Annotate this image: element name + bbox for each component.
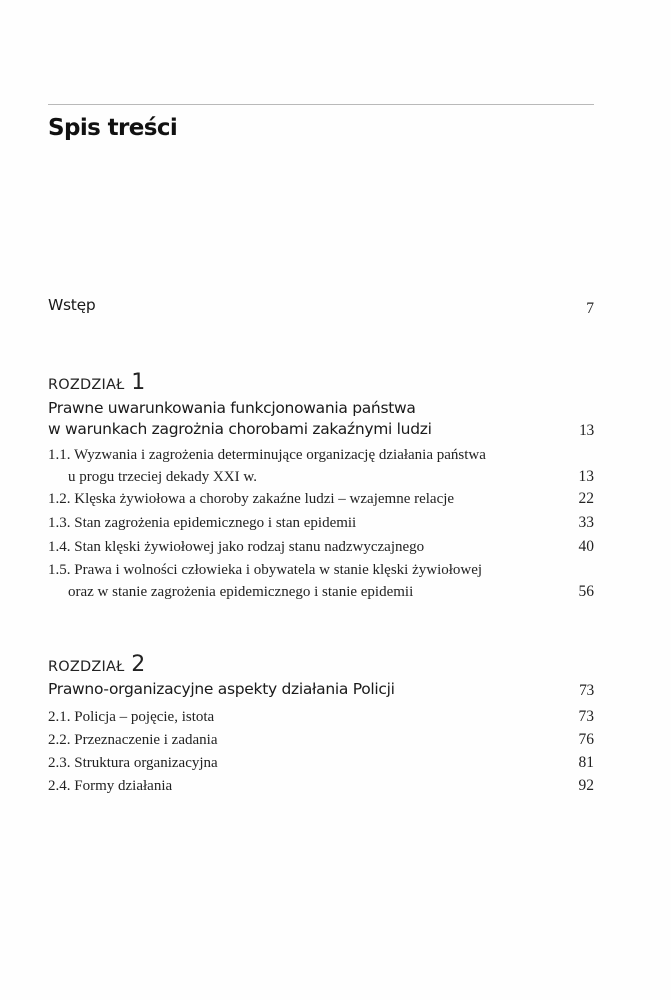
page-title: Spis treści bbox=[48, 115, 178, 141]
toc-entry-chapter-title[interactable] bbox=[48, 398, 594, 440]
chapter-prefix: ROZDZIAŁ bbox=[48, 377, 125, 393]
chapter-title-line: Prawne uwarunkowania funkcjonowania państwa bbox=[48, 399, 416, 417]
toc-entry-section[interactable] bbox=[48, 559, 594, 603]
toc-page-number: 13 bbox=[579, 422, 594, 439]
toc-entry-section[interactable] bbox=[48, 706, 594, 728]
section-title-line: 1.5. Prawa i wolności człowieka i obywatela w stanie klęski żywiołowej bbox=[48, 562, 483, 578]
toc-page-number: 33 bbox=[578, 514, 594, 531]
toc-page-number: 56 bbox=[578, 583, 594, 600]
section-title-line: 1.4. Stan klęski żywiołowej jako rodzaj stanu nadzwyczajnego bbox=[48, 539, 425, 555]
section-title-line: 2.2. Przeznaczenie i zadania bbox=[48, 732, 218, 748]
chapter-prefix: ROZDZIAŁ bbox=[48, 659, 125, 675]
toc-entry-section[interactable] bbox=[48, 775, 594, 797]
chapter-label bbox=[48, 652, 145, 677]
toc-entry-section[interactable] bbox=[48, 752, 594, 774]
section-title-line: 2.1. Policja – pojęcie, istota bbox=[48, 709, 215, 725]
chapter-title-line: w warunkach zagrożnia chorobami zakaźnymi ludzi bbox=[48, 420, 432, 438]
chapter-number: 2 bbox=[131, 652, 146, 677]
toc-page-number: 76 bbox=[578, 731, 594, 748]
toc-entry-label: Wstęp bbox=[48, 296, 96, 314]
toc-entry-section[interactable] bbox=[48, 444, 594, 488]
section-title-line: 1.3. Stan zagrożenia epidemicznego i stan epidemii bbox=[48, 515, 357, 531]
toc-entry-section[interactable] bbox=[48, 488, 594, 510]
toc-page-number: 7 bbox=[586, 300, 594, 317]
section-title-line: oraz w stanie zagrożenia epidemicznego i stanie epidemii bbox=[68, 584, 414, 600]
section-title-line: 2.4. Formy działania bbox=[48, 778, 173, 794]
toc-entry-intro[interactable] bbox=[48, 296, 594, 320]
toc-page-number: 40 bbox=[578, 538, 594, 555]
toc-page-number: 81 bbox=[578, 754, 594, 771]
toc-page-number: 92 bbox=[578, 777, 594, 794]
toc-entry-section[interactable] bbox=[48, 729, 594, 751]
toc-page-number: 73 bbox=[579, 682, 594, 699]
chapter-number: 1 bbox=[131, 370, 146, 395]
toc-page-number: 22 bbox=[578, 490, 594, 507]
toc-entry-chapter-title[interactable] bbox=[48, 679, 594, 700]
chapter-title-line: Prawno-organizacyjne aspekty działania Policji bbox=[48, 680, 395, 698]
section-title-line: 2.3. Struktura organizacyjna bbox=[48, 755, 218, 771]
toc-entry-section[interactable] bbox=[48, 512, 594, 534]
section-title-line: 1.1. Wyzwania i zagrożenia determinujące organizację działania państwa bbox=[48, 447, 486, 463]
toc-entry-section[interactable] bbox=[48, 536, 594, 558]
chapter-label bbox=[48, 370, 145, 395]
section-title-line: 1.2. Klęska żywiołowa a choroby zakaźne ludzi – wzajemne relacje bbox=[48, 491, 455, 507]
header-rule bbox=[48, 104, 594, 105]
toc-page-number: 73 bbox=[578, 708, 594, 725]
section-title-line: u progu trzeciej dekady XXI w. bbox=[68, 469, 257, 485]
toc-page-number: 13 bbox=[578, 468, 594, 485]
